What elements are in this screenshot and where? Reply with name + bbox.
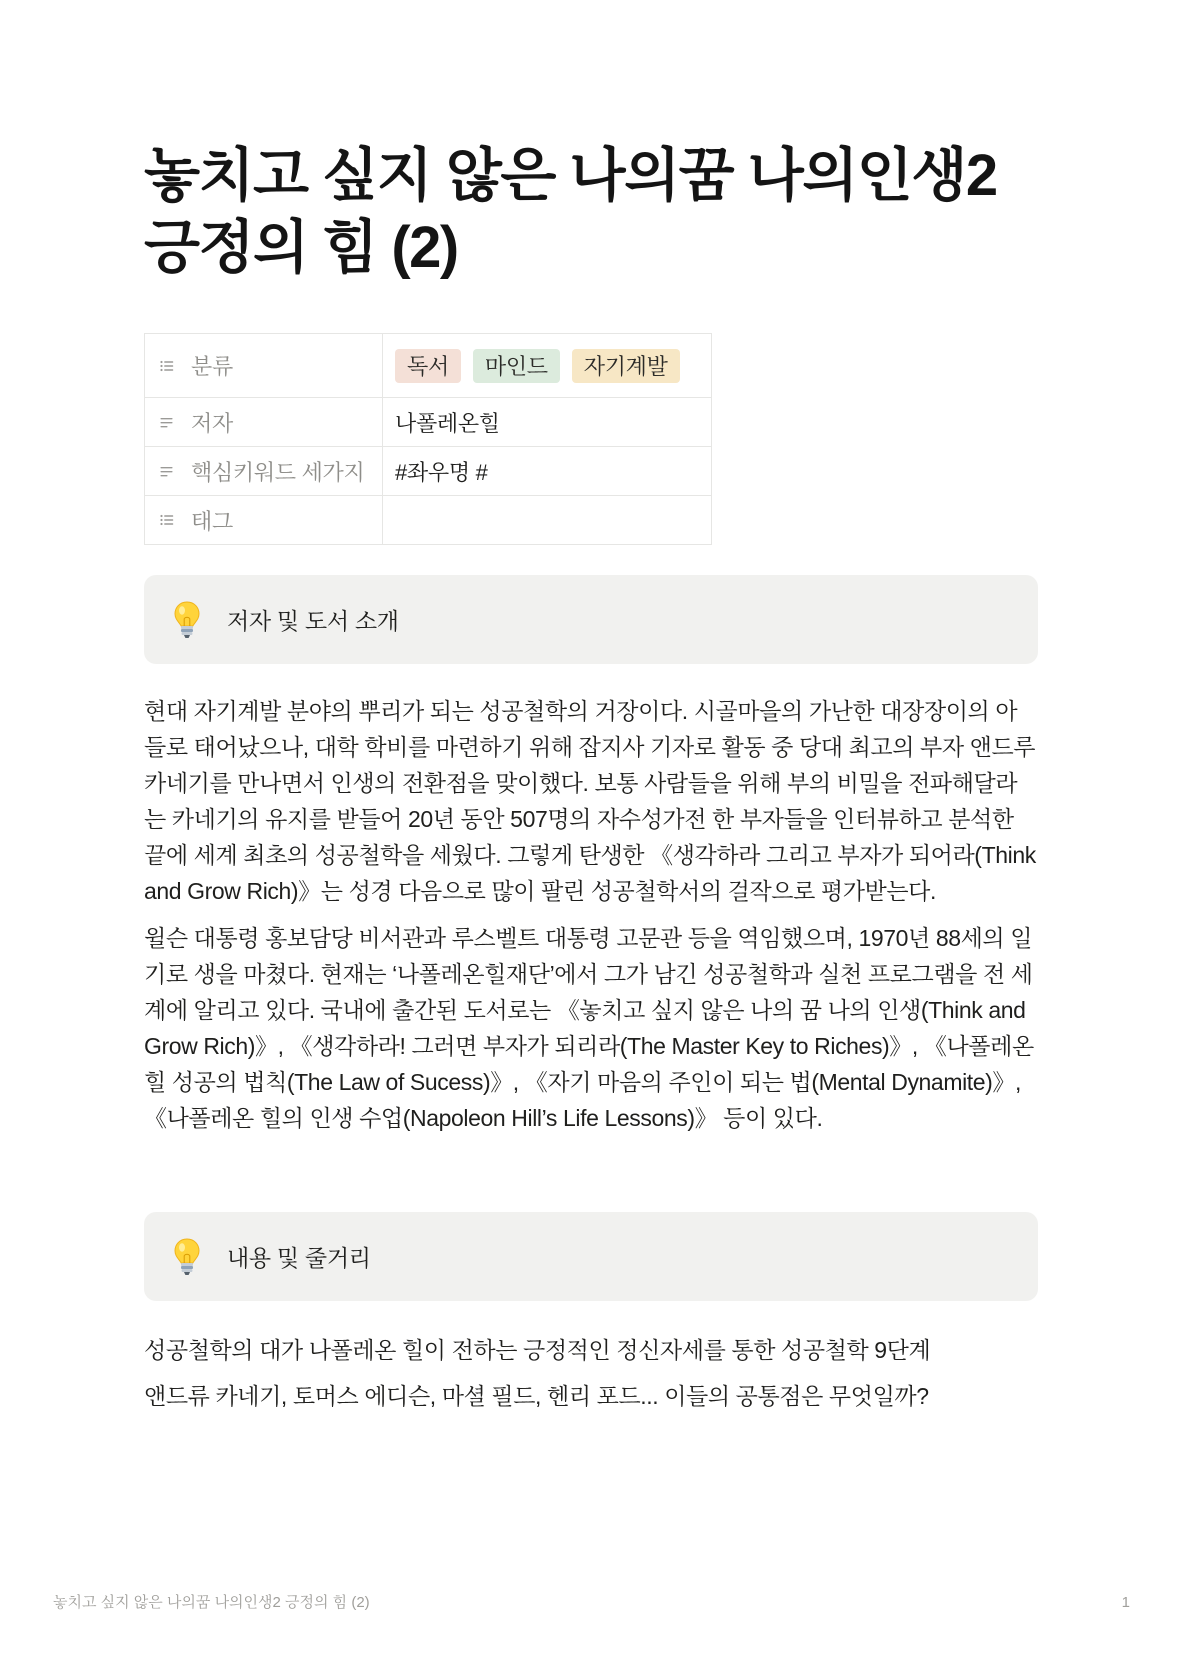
property-value-author: 나폴레온힐 bbox=[395, 410, 500, 436]
callout-heading: 저자 및 도서 소개 bbox=[227, 608, 399, 634]
page-content bbox=[144, 140, 1038, 1424]
property-label: 핵심키워드 세가지 bbox=[191, 459, 365, 485]
lightbulb-icon bbox=[171, 1237, 203, 1277]
summary-paragraph: 앤드류 카네기, 토머스 에디슨, 마셜 필드, 헨리 포드... 이들의 공통점은 무엇일까? bbox=[144, 1383, 929, 1409]
intro-paragraph: 현대 자기계발 분야의 뿌리가 되는 성공철학의 거장이다. 시골마을의 가난한 대장장이의 아들로 태어났으나, 대학 학비를 마련하기 위해 잡지사 기자로 활동 중 당대 최고의 부자 앤드루 카네기를 만나면서 인생의 전환점을 맞이했다. 보통 사람들을 위해 부의 비밀을 전파해달라는 카네기의 유지를 받들어 20년 동안 507명의 자수성가전 한 부자들을 인터뷰하고 분석한 끝에 세계 최초의 성공철학을 세웠다. 그렇게 탄생한 《생각하라 그리고 부자가 되어라(Think and Grow Rich)》는 성경 다음으로 많이 팔린 성공철학서의 걸작으로 평가받는다. bbox=[144, 698, 1036, 904]
property-value-tags bbox=[383, 334, 711, 397]
footer-page-number: 1 bbox=[1121, 1594, 1130, 1611]
callout-author-intro bbox=[144, 575, 1038, 664]
property-key bbox=[145, 447, 383, 495]
callout-summary bbox=[144, 1212, 1038, 1301]
property-row-category bbox=[145, 334, 711, 398]
summary-section bbox=[144, 1332, 1038, 1414]
properties-table bbox=[144, 333, 712, 545]
list-icon bbox=[159, 512, 175, 528]
property-value-keywords: #좌우명 # bbox=[395, 459, 488, 485]
list-icon bbox=[159, 358, 175, 374]
page-title: 놓치고 싶지 않은 나의꿈 나의인생2 긍정의 힘 (2) bbox=[144, 143, 997, 280]
property-key bbox=[145, 334, 383, 397]
callout-heading: 내용 및 줄거리 bbox=[227, 1245, 371, 1271]
property-row-keywords bbox=[145, 447, 711, 496]
footer-document-title: 놓치고 싶지 않은 나의꿈 나의인생2 긍정의 힘 (2) bbox=[53, 1594, 370, 1611]
tag: 독서 bbox=[395, 349, 461, 383]
property-label: 저자 bbox=[191, 410, 233, 436]
property-key bbox=[145, 398, 383, 446]
property-label: 분류 bbox=[191, 354, 233, 379]
property-label: 태그 bbox=[191, 508, 233, 534]
property-row-tags bbox=[145, 496, 711, 545]
tag: 자기계발 bbox=[572, 349, 680, 383]
text-lines-icon bbox=[159, 463, 175, 479]
author-intro-section bbox=[144, 693, 1038, 1136]
property-value-empty bbox=[383, 496, 711, 544]
intro-paragraph: 윌슨 대통령 홍보담당 비서관과 루스벨트 대통령 고문관 등을 역임했으며, 1970년 88세의 일기로 생을 마쳤다. 현재는 ‘나폴레온힐재단’에서 그가 남긴 성공철학과 실천 프로그램을 전 세계에 알리고 있다. 국내에 출간된 도서로는 《놓치고 싶지 않은 나의 꿈 나의 인생(Think and Grow Rich)》, 《생각하라! 그러면 부자가 되리라(The Master Key to Riches)》, 《나폴레온 힐 성공의 법칙(The Law of Sucess)》, 《자기 마음의 주인이 되는 법(Mental Dynamite)》, 《나폴레온 힐의 인생 수업(Napoleon Hill’s Life Lessons)》 등이 있다. bbox=[144, 925, 1034, 1131]
summary-paragraph: 성공철학의 대가 나폴레온 힐이 전하는 긍정적인 정신자세를 통한 성공철학 9단계 bbox=[144, 1337, 931, 1363]
property-key bbox=[145, 496, 383, 544]
lightbulb-icon bbox=[171, 600, 203, 640]
text-lines-icon bbox=[159, 414, 175, 430]
property-row-author bbox=[145, 398, 711, 447]
tag: 마인드 bbox=[473, 349, 560, 383]
